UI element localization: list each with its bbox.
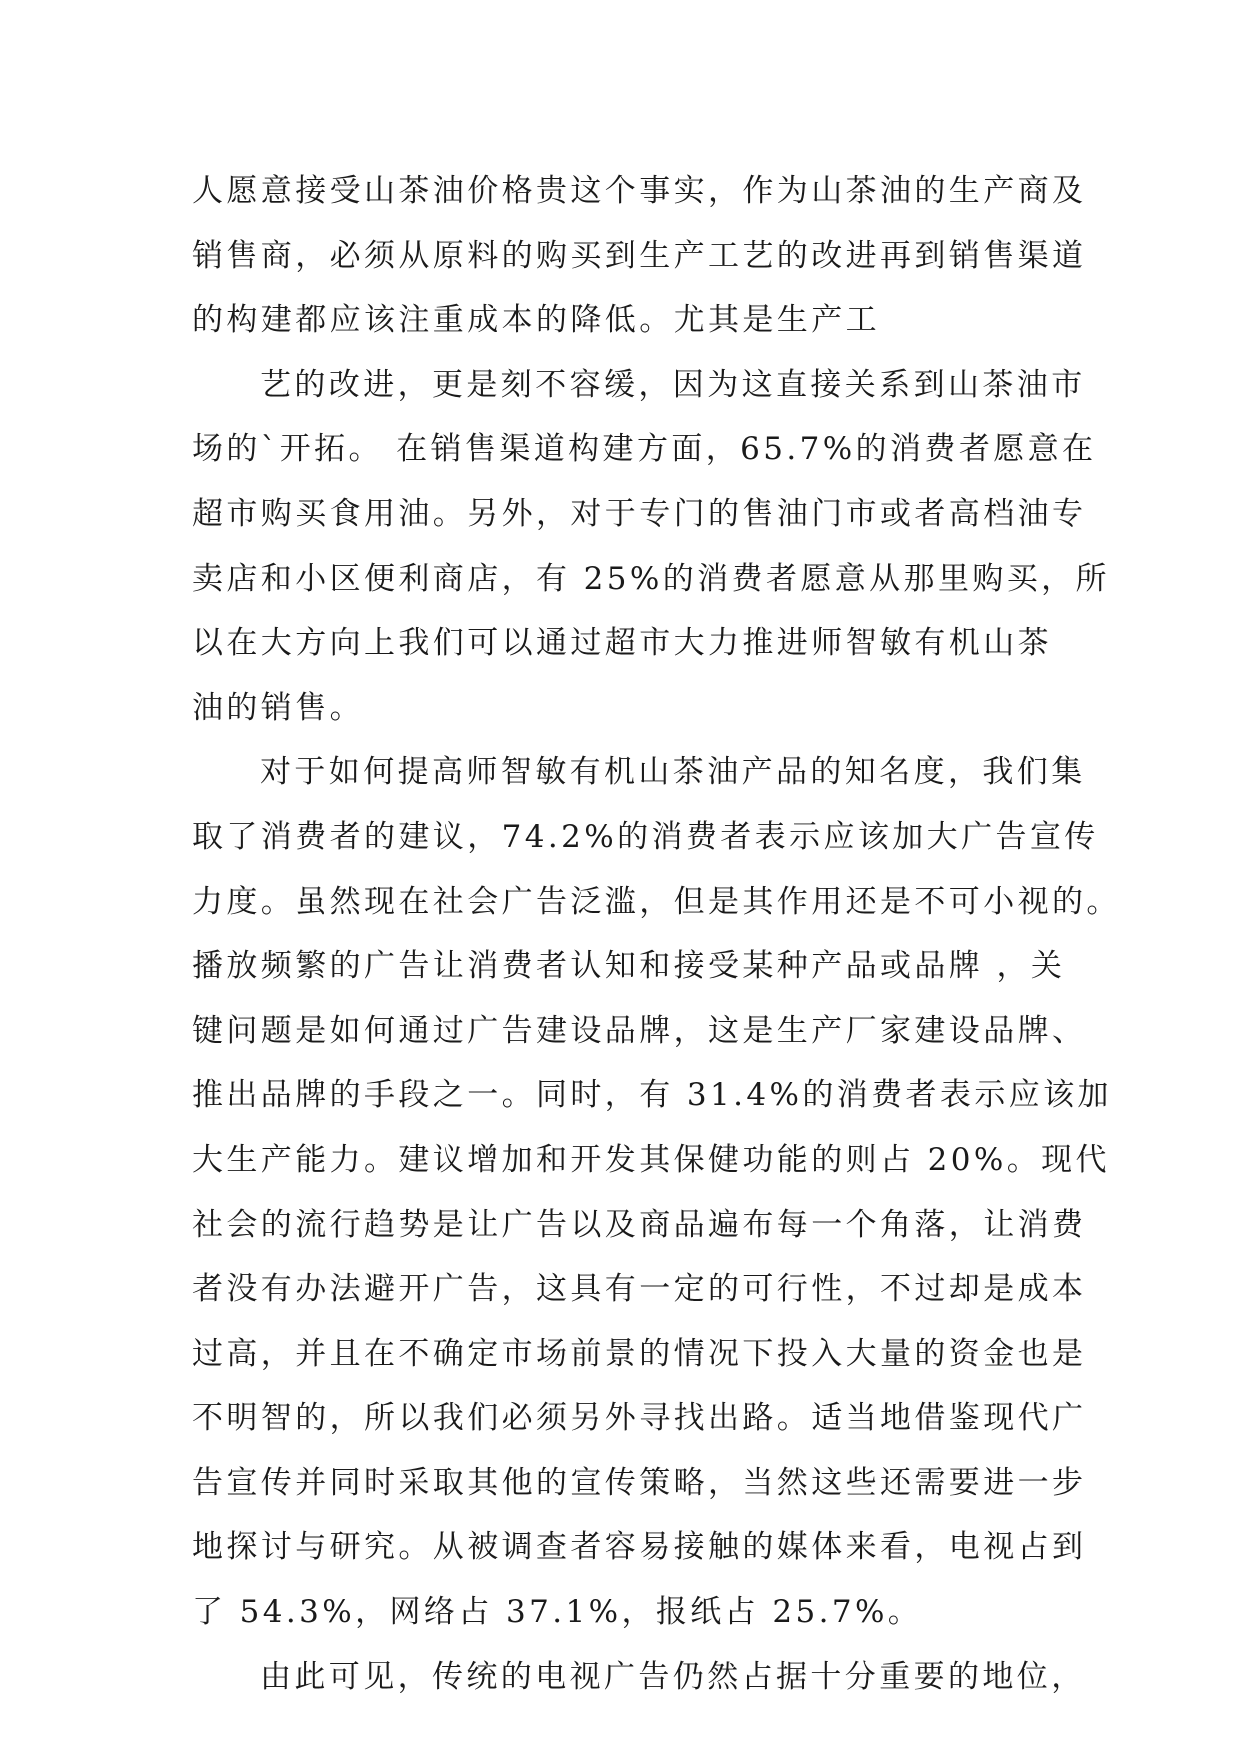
text-line: 播放频繁的广告让消费者认知和接受某种产品或品牌 ，关	[192, 948, 1066, 985]
text-line: 键问题是如何通过广告建设品牌，这是生产厂家建设品牌、	[192, 1012, 1087, 1049]
text-line: 社会的流行趋势是让广告以及商品遍布每一个角落，让消费	[192, 1206, 1087, 1243]
text-line: 地探讨与研究。从被调查者容易接触的媒体来看，电视占到	[192, 1529, 1087, 1566]
text-line: 力度。虽然现在社会广告泛滥，但是其作用还是不可小视的。	[192, 883, 1121, 920]
text-line: 艺的改进，更是刻不容缓，因为这直接关系到山茶油市	[260, 366, 1086, 403]
text-line: 大生产能力。建议增加和开发其保健功能的则占 20%。现代	[192, 1141, 1110, 1178]
text-line: 过高，并且在不确定市场前景的情况下投入大量的资金也是	[192, 1335, 1087, 1372]
text-line: 的构建都应该注重成本的降低。尤其是生产工	[192, 302, 880, 339]
body-text	[192, 159, 1121, 1709]
text-line: 者没有办法避开广告，这具有一定的可行性，不过却是成本	[192, 1271, 1087, 1308]
text-line: 油的销售。	[192, 689, 364, 726]
text-line: 不明智的，所以我们必须另外寻找出路。适当地借鉴现代广	[192, 1400, 1087, 1437]
text-line: 由此可见，传统的电视广告仍然占据十分重要的地位，	[260, 1658, 1086, 1695]
text-line: 以在大方向上我们可以通过超市大力推进师智敏有机山茶	[192, 625, 1052, 662]
text-line: 对于如何提高师智敏有机山茶油产品的知名度，我们集	[260, 754, 1086, 791]
text-line: 推出品牌的手段之一。同时，有 31.4%的消费者表示应该加	[192, 1077, 1112, 1114]
text-line: 场的`开拓。 在销售渠道构建方面，65.7%的消费者愿意在	[192, 431, 1097, 468]
text-line: 告宣传并同时采取其他的宣传策略，当然这些还需要进一步	[192, 1464, 1087, 1501]
text-line: 人愿意接受山茶油价格贵这个事实，作为山茶油的生产商及	[192, 173, 1087, 209]
text-line: 卖店和小区便利商店，有 25%的消费者愿意从那里购买，所	[192, 560, 1110, 597]
text-line: 了 54.3%，网络占 37.1%，报纸占 25.7%。	[192, 1594, 923, 1631]
text-line: 超市购买食用油。另外，对于专门的售油门市或者高档油专	[192, 495, 1087, 532]
text-line: 取了消费者的建议，74.2%的消费者表示应该加大广告宣传	[192, 818, 1099, 855]
text-line: 销售商，必须从原料的购买到生产工艺的改进再到销售渠道	[192, 237, 1087, 274]
